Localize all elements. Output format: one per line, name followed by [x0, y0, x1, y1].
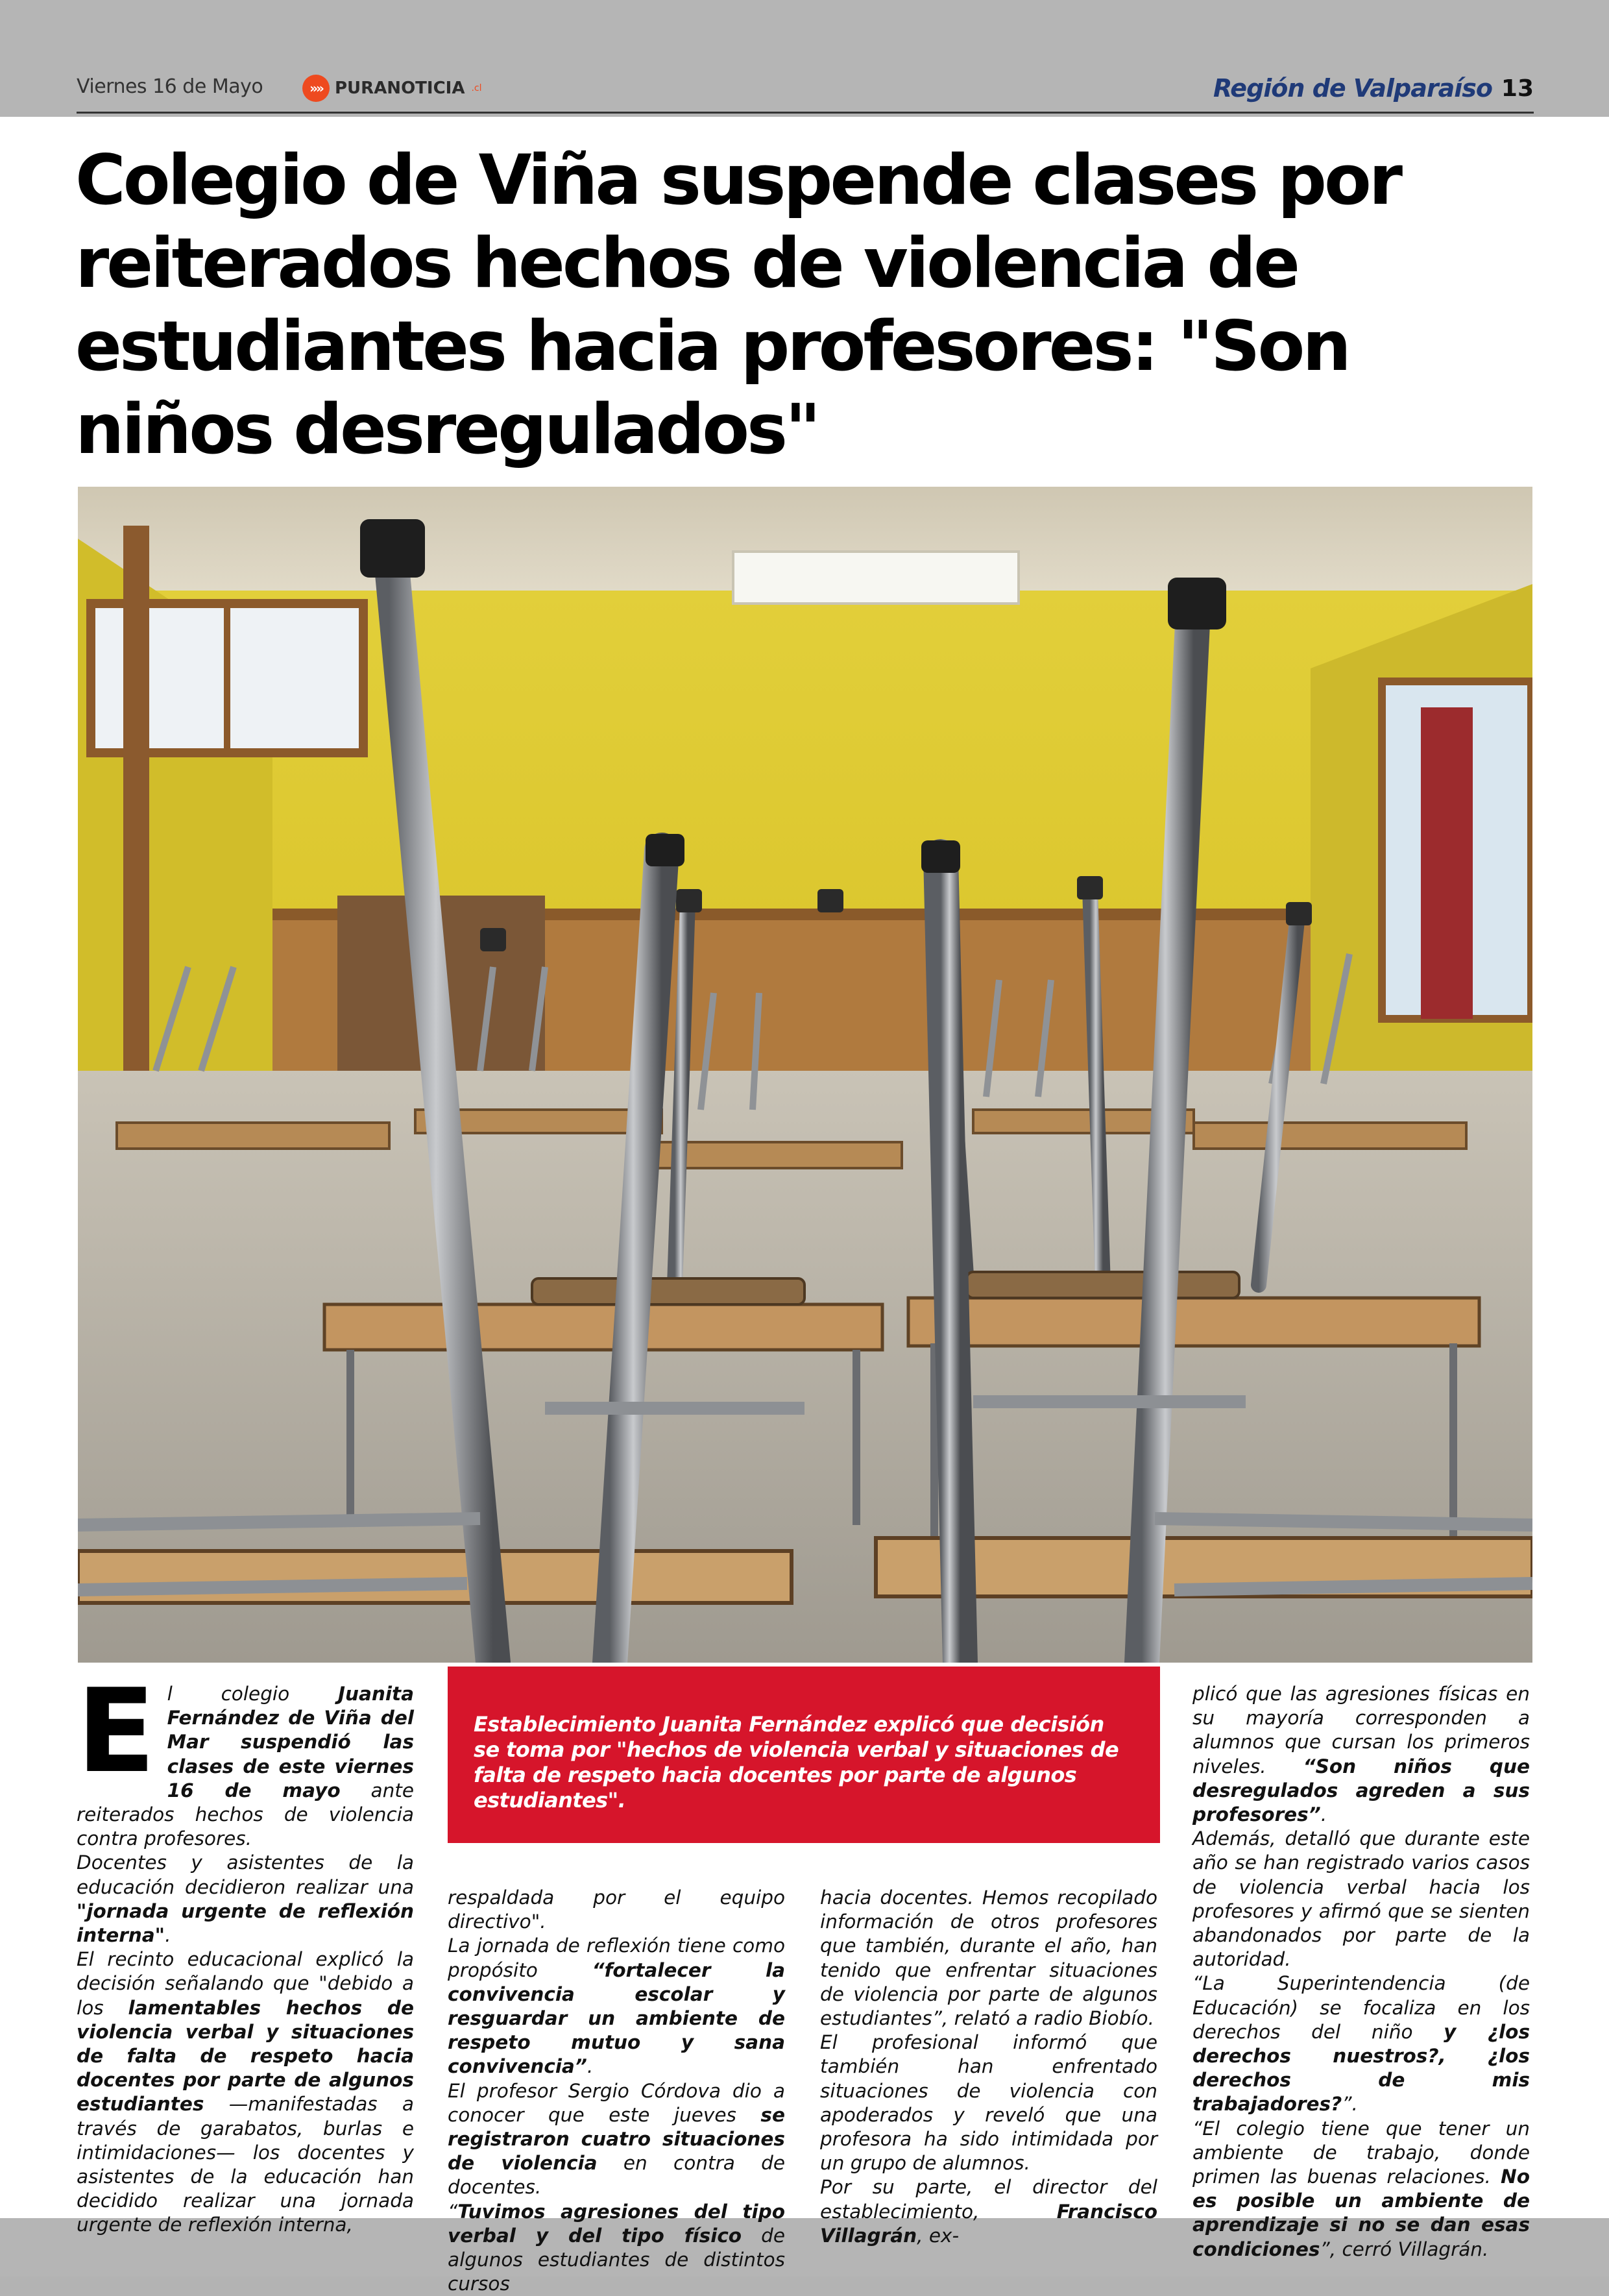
bold-run: Tuvimos agresiones del tipo verbal y del tipo físico: [448, 2200, 785, 2247]
article-column-1: [77, 1664, 415, 2238]
pull-quote-box: [448, 1667, 1160, 1843]
bold-run: y ¿los derechos nuestros?, ¿los derechos de mis trabajadores?: [1192, 2020, 1530, 2116]
text-run: de algunos estudiantes de distintos cursos: [448, 2224, 785, 2295]
headline-line: estudiantes hacia profesores: "Son: [75, 306, 1349, 386]
article-paragraph: [820, 1886, 1157, 2031]
article-column-3: [820, 1886, 1157, 2248]
bold-run: lamentables hechos de violencia verbal y situaciones de falta de respeto hacia docentes por parte de algunos estudiantes: [77, 1996, 415, 2116]
bold-run: No es posible un ambiente de aprendizaje si no se dan esas condiciones: [1192, 2166, 1530, 2260]
article-paragraph: [77, 1948, 414, 2237]
text-run: “El colegio tiene que tener un ambiente de trabajo, donde primen las buenas relaciones.: [1192, 2117, 1530, 2188]
bold-run: se registraron cuatro situaciones de violencia: [448, 2103, 785, 2175]
text-run: Además, detalló que durante este año se han registrado varios casos de violencia verbal hacia los profesores y afirmó que se sienten abandonados por parte de la autoridad.: [1192, 1827, 1530, 1971]
logo-chevrons-icon: »»: [302, 75, 330, 102]
text-run: La jornada de reflexión tiene como propósito: [448, 1935, 785, 1981]
text-run: ante reiterados hechos de violencia contra profesores.: [77, 1779, 415, 1850]
text-run: ”.: [1342, 2093, 1358, 2116]
text-run: plicó que las agresiones físicas en su mayoría corresponden a alumnos que cursan los primeros niveles.: [1192, 1683, 1530, 1777]
article-paragraph: [448, 1886, 785, 1934]
column-paragraphs: [1192, 1682, 1530, 2262]
page-number: 13: [1501, 75, 1534, 102]
text-run: .: [165, 1924, 171, 1947]
article-paragraph: [1192, 1682, 1530, 1827]
text-run: “: [448, 2200, 458, 2223]
article-paragraph: [1192, 1972, 1530, 2116]
bold-run: Juanita Fernández de Viña del Mar suspendió las clases de este viernes 16 de mayo: [167, 1683, 414, 1801]
logo-wordmark: PURANOTICIA: [335, 79, 465, 98]
bold-run: Francisco Villagrán: [820, 2200, 1157, 2247]
bold-run: “Son niños que desregulados agreden a sus profesores”: [1192, 1755, 1530, 1826]
column-paragraphs: [820, 1886, 1157, 2248]
section-title: Región de Valparaíso: [1213, 74, 1492, 103]
text-run: l colegio: [167, 1683, 338, 1705]
bold-run: “fortalecer la convivencia escolar y resguardar un ambiente de respeto mutuo y sana convivencia”: [448, 1959, 785, 2078]
text-run: , ex-: [917, 2224, 960, 2247]
text-run: Por su parte, el director del establecimiento,: [820, 2176, 1157, 2223]
article-paragraph: [448, 2079, 785, 2200]
article-paragraph: [820, 2175, 1157, 2248]
drop-cap: E: [77, 1664, 156, 1798]
article-paragraph: [448, 2200, 785, 2296]
logo-suffix: .cl: [471, 83, 482, 93]
text-run: ”, cerró Villagrán.: [1320, 2238, 1489, 2260]
text-run: .: [1320, 1803, 1327, 1826]
text-run: “La Superintendencia (de Educación) se focaliza en los derechos del niño: [1192, 1972, 1530, 2043]
bold-run: "jornada urgente de reflexión interna": [77, 1899, 414, 1947]
issue-date: Viernes 16 de Mayo: [77, 75, 263, 98]
text-run: en contra de docentes.: [448, 2152, 785, 2199]
puranoticia-logo: [302, 74, 482, 103]
article-paragraph: [77, 1851, 414, 1948]
text-run: El profesor Sergio Córdova dio a conocer que este jueves: [448, 2079, 785, 2126]
text-run: hacia docentes. Hemos recopilado información de otros profesores que también, durante el año, han tenido que enfrentar situaciones de violencia por parte de algunos estudiantes”, relató a radio Biobío.: [820, 1887, 1157, 2030]
article-headline: [75, 139, 1542, 471]
text-run: respaldada por el equipo directivo".: [448, 1887, 785, 1933]
header-divider: [77, 112, 1534, 114]
article-column-4: [1192, 1682, 1530, 2262]
classroom-photo: [78, 487, 1532, 1663]
article-column-2: [448, 1886, 785, 2296]
article-paragraph: [1192, 1827, 1530, 1972]
article-paragraph: [1192, 2117, 1530, 2262]
pull-quote-text: Establecimiento Juanita Fernández explicó que decisión se toma por "hechos de violencia verbal y situaciones de falta de respeto hacia docentes por parte de algunos estudiantes".: [474, 1712, 1119, 1813]
classroom-illustration: [78, 487, 1532, 1663]
headline-line: reiterados hechos de violencia de: [75, 223, 1298, 303]
text-run: Docentes y asistentes de la educación decidieron realizar una: [77, 1851, 414, 1898]
headline-line: Colegio de Viña suspende clases por: [75, 140, 1401, 220]
headline-line: niños desregulados": [75, 389, 819, 469]
column-paragraphs: [448, 1886, 785, 2296]
text-run: —manifestadas a través de garabatos, burlas e intimidaciones— los docentes y asistentes de la educación han decidido realizar una jornada urgente de reflexión interna,: [77, 2093, 414, 2236]
text-run: El profesional informó que también han enfrentado situaciones de violencia con apoderados y reveló que una profesora ha sido intimidada por un grupo de alumnos.: [820, 2031, 1157, 2175]
article-paragraph: [448, 1934, 785, 2079]
article-paragraph: [820, 2031, 1157, 2175]
text-run: El recinto educacional explicó la decisión señalando que "debido a los: [77, 1948, 414, 2019]
text-run: .: [587, 2055, 594, 2078]
